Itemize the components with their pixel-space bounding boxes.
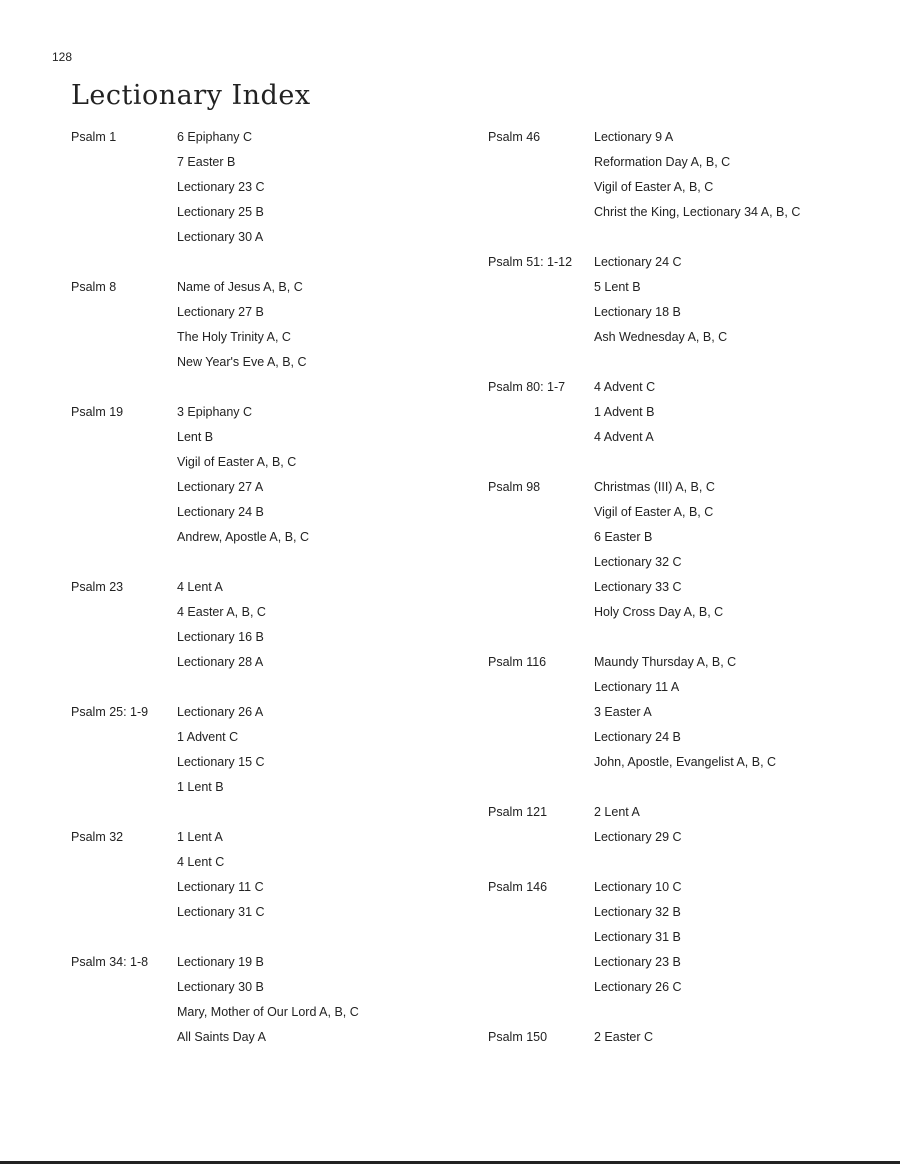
psalm-reference: Psalm 8 xyxy=(71,280,117,294)
lectionary-entry: Lectionary 11 A xyxy=(594,680,680,694)
lectionary-entry: Lectionary 9 A xyxy=(594,130,674,144)
lectionary-entry: Lectionary 15 C xyxy=(177,755,265,769)
lectionary-entry: 1 Advent C xyxy=(177,730,239,744)
psalm-reference: Psalm 25: 1-9 xyxy=(71,705,149,719)
lectionary-entries xyxy=(177,700,265,800)
lectionary-entries xyxy=(594,475,723,625)
psalm-group xyxy=(71,125,359,250)
lectionary-entry: 3 Easter A xyxy=(594,705,652,719)
lectionary-entry: Lectionary 24 C xyxy=(594,255,682,269)
lectionary-entries xyxy=(594,1025,653,1050)
lectionary-entry: Vigil of Easter A, B, C xyxy=(177,455,297,469)
lectionary-entries xyxy=(594,800,682,850)
lectionary-entry: Vigil of Easter A, B, C xyxy=(594,180,714,194)
psalm-group xyxy=(71,275,359,375)
psalm-reference: Psalm 46 xyxy=(488,130,541,144)
lectionary-entry: New Year's Eve A, B, C xyxy=(177,355,307,369)
lectionary-entry: Christmas (III) A, B, C xyxy=(594,480,715,494)
lectionary-entry: 4 Advent A xyxy=(594,430,654,444)
psalm-reference: Psalm 98 xyxy=(488,480,541,494)
psalm-group xyxy=(71,700,359,800)
lectionary-entry: Lectionary 32 C xyxy=(594,555,682,569)
psalm-reference: Psalm 121 xyxy=(488,805,548,819)
lectionary-entry: The Holy Trinity A, C xyxy=(177,330,291,344)
lectionary-entry: Lectionary 27 B xyxy=(177,305,264,319)
lectionary-entry: Lectionary 24 B xyxy=(594,730,681,744)
psalm-group xyxy=(71,825,359,925)
lectionary-entry: Lectionary 28 A xyxy=(177,655,264,669)
lectionary-entry: 4 Advent C xyxy=(594,380,656,394)
psalm-group xyxy=(71,950,359,1050)
lectionary-entry: Lectionary 30 A xyxy=(177,230,264,244)
psalm-reference: Psalm 32 xyxy=(71,830,124,844)
psalm-reference: Psalm 19 xyxy=(71,405,124,419)
psalm-reference: Psalm 116 xyxy=(488,655,547,669)
lectionary-entry: Lectionary 18 B xyxy=(594,305,681,319)
lectionary-entries xyxy=(594,650,776,775)
right-column xyxy=(488,125,800,1075)
lectionary-entry: Lectionary 23 B xyxy=(594,955,681,969)
lectionary-entry: Lectionary 11 C xyxy=(177,880,264,894)
lectionary-entry: Mary, Mother of Our Lord A, B, C xyxy=(177,1005,359,1019)
psalm-group xyxy=(488,800,800,850)
lectionary-entry: Ash Wednesday A, B, C xyxy=(594,330,728,344)
psalm-group xyxy=(488,375,800,450)
lectionary-entry: Lectionary 31 C xyxy=(177,905,265,919)
psalm-reference: Psalm 146 xyxy=(488,880,548,894)
lectionary-entry: Lectionary 31 B xyxy=(594,930,681,944)
psalm-reference: Psalm 150 xyxy=(488,1030,548,1044)
psalm-reference: Psalm 80: 1-7 xyxy=(488,380,566,394)
psalm-reference: Psalm 51: 1-12 xyxy=(488,255,573,269)
lectionary-entry: 2 Lent A xyxy=(594,805,640,819)
lectionary-entry: 2 Easter C xyxy=(594,1030,654,1044)
lectionary-entry: 4 Lent A xyxy=(177,580,223,594)
page-number: 128 xyxy=(52,50,73,64)
psalm-group xyxy=(488,250,800,350)
lectionary-entry: 3 Epiphany C xyxy=(177,405,253,419)
psalm-reference: Psalm 23 xyxy=(71,580,124,594)
lectionary-entry: Holy Cross Day A, B, C xyxy=(594,605,724,619)
lectionary-entry: 6 Easter B xyxy=(594,530,653,544)
lectionary-entries xyxy=(177,825,265,925)
lectionary-entry: 4 Easter A, B, C xyxy=(177,605,266,619)
lectionary-entry: 7 Easter B xyxy=(177,155,236,169)
lectionary-entry: John, Apostle, Evangelist A, B, C xyxy=(594,755,777,769)
lectionary-entry: Lectionary 10 C xyxy=(594,880,682,894)
lectionary-entry: Name of Jesus A, B, C xyxy=(177,280,303,294)
lectionary-entry: Lectionary 26 A xyxy=(177,705,264,719)
lectionary-entry: Reformation Day A, B, C xyxy=(594,155,731,169)
lectionary-entry: 1 Advent B xyxy=(594,405,655,419)
lectionary-entries xyxy=(594,875,682,1000)
lectionary-entry: Lectionary 19 B xyxy=(177,955,264,969)
lectionary-entry: Lectionary 24 B xyxy=(177,505,264,519)
lectionary-entry: Lectionary 16 B xyxy=(177,630,264,644)
lectionary-entries xyxy=(177,275,307,375)
lectionary-entry: Maundy Thursday A, B, C xyxy=(594,655,737,669)
lectionary-entry: Lectionary 29 C xyxy=(594,830,682,844)
lectionary-entries xyxy=(177,400,309,550)
lectionary-entries xyxy=(177,125,265,250)
lectionary-entries xyxy=(594,250,727,350)
psalm-group xyxy=(71,400,359,550)
lectionary-entry: 1 Lent A xyxy=(177,830,223,844)
page-title: Lectionary Index xyxy=(71,80,311,111)
psalm-reference: Psalm 1 xyxy=(71,130,117,144)
lectionary-entry: Lectionary 27 A xyxy=(177,480,264,494)
lectionary-entry: All Saints Day A xyxy=(177,1030,266,1044)
psalm-reference: Psalm 34: 1-8 xyxy=(71,955,149,969)
lectionary-entry: Lectionary 26 C xyxy=(594,980,682,994)
psalm-group xyxy=(488,475,800,625)
left-column xyxy=(71,125,359,1075)
lectionary-entry: Lectionary 25 B xyxy=(177,205,264,219)
psalm-group xyxy=(488,875,800,1000)
lectionary-entry: 4 Lent C xyxy=(177,855,225,869)
lectionary-entries xyxy=(177,950,359,1050)
lectionary-entry: Lectionary 23 C xyxy=(177,180,265,194)
psalm-group xyxy=(71,575,359,675)
psalm-group xyxy=(488,1025,800,1050)
lectionary-entry: Lectionary 30 B xyxy=(177,980,264,994)
lectionary-entry: Andrew, Apostle A, B, C xyxy=(177,530,310,544)
lectionary-entry: Vigil of Easter A, B, C xyxy=(594,505,714,519)
lectionary-entry: 5 Lent B xyxy=(594,280,641,294)
lectionary-entry: Christ the King, Lectionary 34 A, B, C xyxy=(594,205,801,219)
lectionary-entry: Lectionary 33 C xyxy=(594,580,682,594)
lectionary-entries xyxy=(594,125,800,225)
lectionary-entry: 6 Epiphany C xyxy=(177,130,253,144)
lectionary-entry: Lent B xyxy=(177,430,214,444)
lectionary-entry: 1 Lent B xyxy=(177,780,224,794)
psalm-group xyxy=(488,125,800,225)
lectionary-entries xyxy=(594,375,655,450)
psalm-group xyxy=(488,650,800,775)
lectionary-entry: Lectionary 32 B xyxy=(594,905,681,919)
lectionary-entries xyxy=(177,575,266,675)
